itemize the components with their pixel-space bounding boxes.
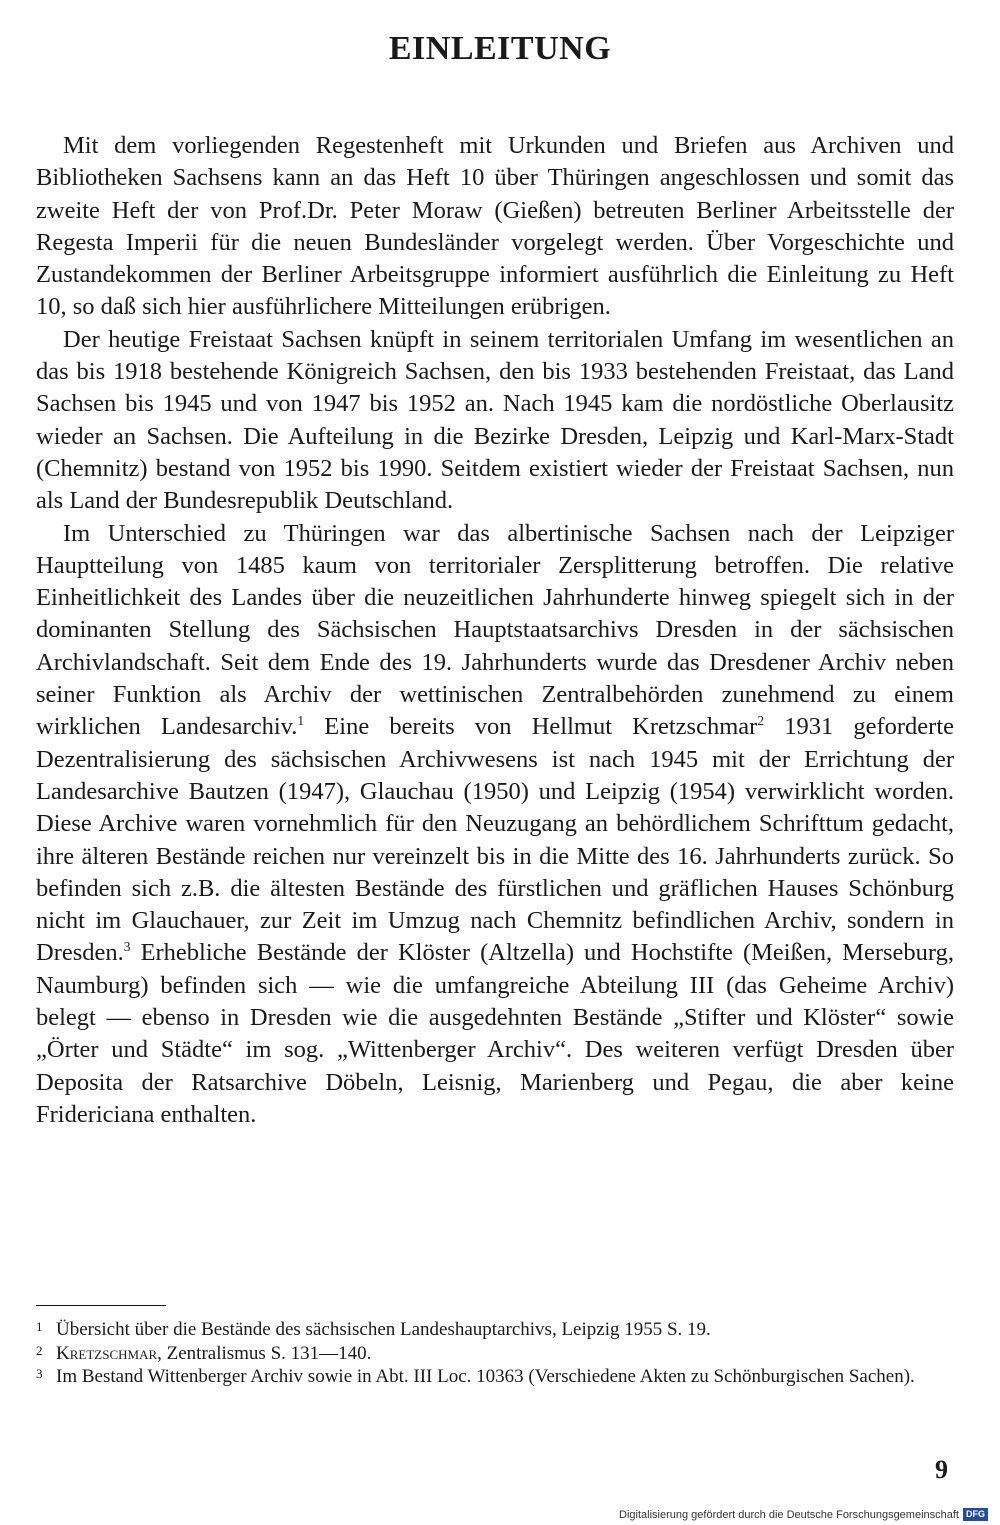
paragraph-3-part-a: Im Unterschied zu Thüringen war das albertinische Sachsen nach der Leipziger Hauptteilung von 1485 kaum von territorialer Zersplitterung betroffen. Die relative Einheitlichkeit des Landes über die neuzeitlichen Jahrhunderte hinweg spiegelt sich in der dominanten Stellung des Sächsischen Hauptstaatsarchivs Dresden in der sächsischen Archivlandschaft. Seit dem Ende des 19. Jahrhunderts wurde das Dresdener Archiv neben seiner Funktion als Archiv der wettinischen Zentralbehörden zunehmend zu einem wirklichen Landesarchiv. [36, 519, 954, 741]
footnote-number: 1 [36, 1319, 43, 1334]
main-text [36, 130, 954, 1131]
footnote-ref-1[interactable]: 1 [297, 713, 305, 729]
footnote-text [56, 1342, 954, 1366]
footnote-3 [36, 1365, 954, 1389]
paragraph-3-part-b: Eine bereits von Hellmut Kretzschmar [304, 713, 758, 741]
footnotes [36, 1318, 954, 1389]
digitization-notice [619, 1508, 988, 1521]
footnote-text: Im Bestand Wittenberger Archiv sowie in Abt. III Loc. 10363 (Verschiedene Akten zu Schönburgischen Sachen). [56, 1366, 915, 1387]
paragraph-1: Mit dem vorliegenden Regestenheft mit Urkunden und Briefen aus Archiven und Bibliotheken Sachsens kann an das Heft 10 über Thüringen angeschlossen und somit das zweite Heft der von Prof.Dr. Peter Moraw (Gießen) betreuten Berliner Arbeitsstelle der Regesta Imperii für die neuen Bundesländer vorgelegt werden. Über Vorgeschichte und Zustandekommen der Berliner Arbeitsgruppe informiert ausführlich die Einleitung zu Heft 10, so daß sich hier ausführlichere Mitteilungen erübrigen. [36, 132, 954, 321]
footnote-ref-2[interactable]: 2 [757, 713, 765, 729]
dfg-logo-icon: DFG [963, 1508, 988, 1521]
footnote-citation: , Zentralismus S. 131—140. [157, 1342, 372, 1364]
paragraph-3 [36, 518, 954, 1132]
paragraph-2: Der heutige Freistaat Sachsen knüpft in seinem territorialen Umfang im wesentlichen an das bis 1918 bestehende Königreich Sachsen, den bis 1933 bestehenden Freistaat, das Land Sachsen bis 1945 und von 1947 bis 1952 an. Nach 1945 kam die nordöstliche Oberlausitz wieder an Sachsen. Die Aufteilung in die Bezirke Dresden, Leipzig und Karl-Marx-Stadt (Chemnitz) bestand von 1952 bis 1990. Seitdem existiert wieder der Freistaat Sachsen, nun als Land der Bundesrepublik Deutschland. [36, 325, 954, 515]
footnote-text: Übersicht über die Bestände des sächsischen Landeshauptarchivs, Leipzig 1955 S. 19. [56, 1319, 711, 1340]
footnote-author: Kretzschmar [56, 1342, 158, 1364]
paragraph-3-part-d: Erhebliche Bestände der Klöster (Altzella) und Hochstifte (Meißen, Merseburg, Naumburg) befinden sich — wie die umfangreiche Abteilung III (das Geheime Archiv) belegt — ebenso in Dresden wie die ausgedehnten Bestände „Stifter und Klöster“ sowie „Örter und Städte“ im sog. „Wittenberger Archiv“. Des weiteren verfügt Dresden über Deposita der Ratsarchive Döbeln, Leisnig, Marienberg und Pegau, die aber keine Fridericiana enthalten. [36, 939, 954, 1128]
footnote-2 [36, 1342, 954, 1366]
footnote-number: 3 [36, 1366, 43, 1381]
paragraph-3-part-c: 1931 geforderte Dezentralisierung des sächsischen Archivwesens ist nach 1945 mit der Errichtung der Landesarchive Bautzen (1947), Glauchau (1950) und Leipzig (1954) verwirklicht worden. Diese Archive waren vornehmlich für den Neuzugang an behördlichem Schrifttum gedacht, ihre älteren Bestände reichen nur vereinzelt bis in die Mitte des 16. Jahrhunderts zurück. So befinden sich z.B. die ältesten Bestände des fürstlichen und gräflichen Hauses Schönburg nicht im Glauchauer, zur Zeit im Umzug nach Chemnitz befindlichen Archiv, sondern in Dresden. [36, 713, 954, 967]
footnote-number: 2 [36, 1342, 43, 1358]
page-title: EINLEITUNG [388, 30, 612, 67]
footnote-ref-3[interactable]: 3 [123, 939, 131, 955]
footnote-1 [36, 1318, 954, 1342]
digitization-notice-text: Digitalisierung gefördert durch die Deutsche Forschungsgemeinschaft [619, 1508, 959, 1521]
page-number: 9 [935, 1455, 948, 1484]
footnote-divider [36, 1305, 166, 1306]
